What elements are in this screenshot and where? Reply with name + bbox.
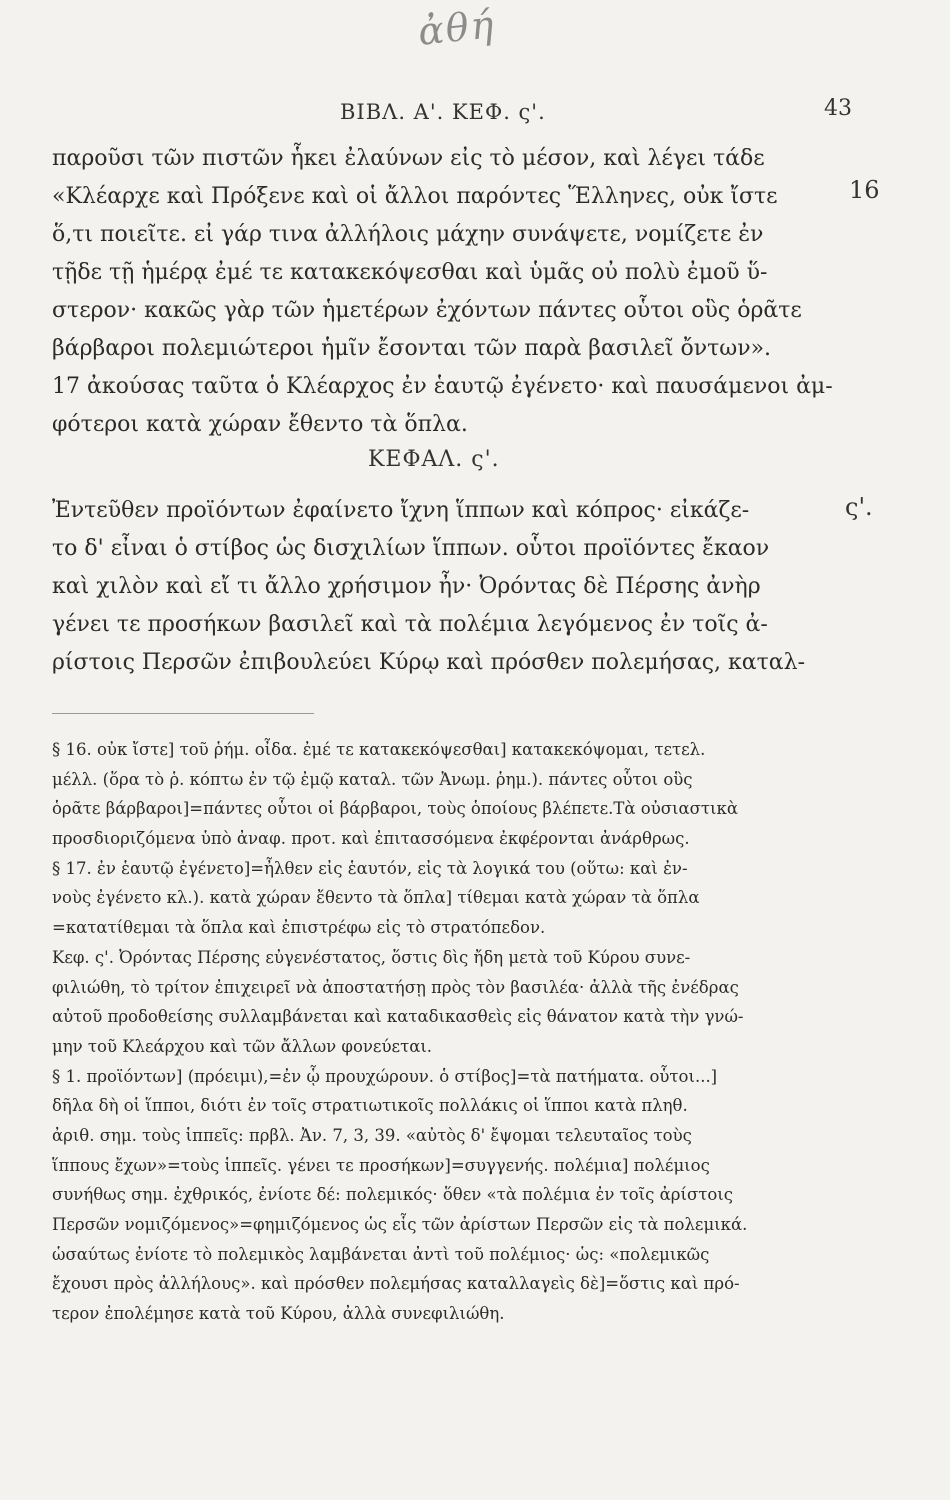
text-line: 17 ἀκούσας ταῦτα ὁ Κλέαρχος ἐν ἑαυτῷ ἐγένετο· καὶ παυσάμενοι ἀμ- xyxy=(52,374,833,399)
chapter-title: ΚΕΦΑΛ. ς'. xyxy=(368,447,500,472)
note-line: αὐτοῦ προδοθείσης συλλαμβάνεται καὶ καταδικασθεὶς εἰς θάνατον κατὰ τὴν γνώ- xyxy=(52,1007,744,1027)
note-line: προσδιοριζόμενα ὑπὸ ἀναφ. προτ. καὶ ἐπιτασσόμενα ἐκφέρονται ἀνάρθρως. xyxy=(52,829,690,849)
bleed-through-mark: ​ xyxy=(216,397,254,545)
note-line: § 17. ἐν ἑαυτῷ ἐγένετο]=ἦλθεν εἰς ἑαυτόν, εἰς τὰ λογικά του (οὕτω: καὶ ἐν- xyxy=(52,858,688,878)
text-line: γένει τε προσήκων βασιλεῖ καὶ τὰ πολέμια λεγόμενος ἐν τοῖς ἀ- xyxy=(52,612,768,637)
note-line: § 16. οὐκ ἴστε] τοῦ ῥήμ. οἶδα. ἐμέ τε κατακεκόψεσθαι] κατακεκόψομαι, τετελ. xyxy=(52,740,706,759)
page-number: 43 xyxy=(824,96,852,121)
note-line: ὡσαύτως ἐνίοτε τὸ πολεμικὸς λαμβάνεται ἀντὶ τοῦ πολέμιος· ὡς: «πολεμικῶς xyxy=(52,1244,710,1264)
note-line: =κατατίθεμαι τὰ ὅπλα καὶ ἐπιστρέφω εἰς τὸ στρατόπεδον. xyxy=(52,918,546,938)
note-line: Περσῶν νομιζόμενος»=φημιζόμενος ὡς εἷς τῶν ἀρίστων Περσῶν εἰς τὰ πολεμικά. xyxy=(52,1215,748,1234)
text-line: «Κλέαρχε καὶ Πρόξενε καὶ οἱ ἄλλοι παρόντες Ἕλληνες, οὐκ ἴστε xyxy=(52,184,778,209)
margin-chapter-mark: ς'. xyxy=(845,493,873,521)
note-line: Κεφ. ς'. Ὀρόντας Πέρσης εὐγενέστατος, ὅστις δὶς ἤδη μετὰ τοῦ Κύρου συνε- xyxy=(52,947,691,967)
note-line: ἵππους ἔχων»=τοὺς ἱππεῖς. γένει τε προσήκων]=συγγενής. πολέμια] πολέμιος xyxy=(52,1155,710,1175)
note-line: § 1. προϊόντων] (πρόειμι),=ἐν ᾧ προυχώρουν. ὁ στίβος]=τὰ πατήματα. οὗτοι...] xyxy=(52,1066,718,1086)
note-line: μην τοῦ Κλεάρχου καὶ τῶν ἄλλων φονεύεται. xyxy=(52,1036,433,1056)
text-line: ρίστοις Περσῶν ἐπιβουλεύει Κύρῳ καὶ πρόσθεν πολεμήσας, καταλ- xyxy=(52,650,806,675)
note-line: φιλιώθη, τὸ τρίτον ἐπιχειρεῖ νὰ ἀποστατήσῃ πρὸς τὸν βασιλέα· ἀλλὰ τῆς ἐνέδρας xyxy=(52,977,739,997)
note-line: τερον ἐπολέμησε κατὰ τοῦ Κύρου, ἀλλὰ συνεφιλιώθη. xyxy=(52,1304,505,1324)
page-header xyxy=(0,96,950,130)
footnotes-block xyxy=(52,735,852,1329)
text-line: φότεροι κατὰ χώραν ἔθεντο τὰ ὅπλα. xyxy=(52,412,468,437)
main-text-block xyxy=(52,140,837,444)
running-head: ΒΙΒΛ. Α'. ΚΕΦ. ς'. xyxy=(340,100,546,124)
text-line: παροῦσι τῶν πιστῶν ἧκει ἐλαύνων εἰς τὸ μέσον, καὶ λέγει τάδε xyxy=(52,146,765,171)
note-line: μέλλ. (ὅρα τὸ ῥ. κόπτω ἐν τῷ ἐμῷ καταλ. τῶν Ἀνωμ. ῥημ.). πάντες οὗτοι οὓς xyxy=(52,769,693,789)
text-line: βάρβαροι πολεμιώτεροι ἡμῖν ἔσονται τῶν παρὰ βασιλεῖ ὄντων». xyxy=(52,336,772,361)
text-line: καὶ χιλὸν καὶ εἴ τι ἄλλο χρήσιμον ἦν· Ὀρόντας δὲ Πέρσης ἀνὴρ xyxy=(52,574,761,599)
footnote-divider xyxy=(52,713,314,714)
note-line: ὁρᾶτε βάρβαροι]=πάντες οὗτοι οἱ βάρβαροι, τοὺς ὁποίους βλέπετε.Τὰ οὐσιαστικὰ xyxy=(52,799,738,819)
note-line: δῆλα δὴ οἱ ἵπποι, διότι ἐν τοῖς στρατιωτικοῖς πολλάκις οἱ ἵπποι κατὰ πληθ. xyxy=(52,1096,688,1116)
chapter-text-block xyxy=(52,492,837,682)
text-line: το δ' εἶναι ὁ στίβος ὡς δισχιλίων ἵππων. οὗτοι προϊόντες ἔκαον xyxy=(52,536,770,561)
note-line: νοὺς ἐγένετο κλ.). κατὰ χώραν ἔθεντο τὰ ὅπλα] τίθεμαι κατὰ χώραν τὰ ὅπλα xyxy=(52,888,700,908)
margin-section-number: 16 xyxy=(849,176,880,204)
text-line: ὅ,τι ποιεῖτε. εἰ γάρ τινα ἀλλήλοις μάχην συνάψετε, νομίζετε ἐν xyxy=(52,222,764,247)
note-line: ἔχουσι πρὸς ἀλλήλους». καὶ πρόσθεν πολεμήσας καταλλαγεὶς δὲ]=ὅστις καὶ πρό- xyxy=(52,1274,740,1294)
handwritten-annotation: ἀθή xyxy=(415,2,498,54)
text-line: τῇδε τῇ ἡμέρᾳ ἐμέ τε κατακεκόψεσθαι καὶ ὑμᾶς οὐ πολὺ ἐμοῦ ὕ- xyxy=(52,260,768,285)
note-line: συνήθως σημ. ἐχθρικός, ἐνίοτε δέ: πολεμικός· ὅθεν «τὰ πολέμια ἐν τοῖς ἀρίστοις xyxy=(52,1185,733,1205)
note-line: ἀριθ. σημ. τοὺς ἱππεῖς: πρβλ. Ἀν. 7, 3, 39. «αὐτὸς δ' ἔψομαι τελευταῖος τοὺς xyxy=(52,1125,692,1145)
text-line: στερον· κακῶς γὰρ τῶν ἡμετέρων ἐχόντων πάντες οὗτοι οὓς ὁρᾶτε xyxy=(52,298,802,323)
text-line: Ἐντεῦθεν προϊόντων ἐφαίνετο ἴχνη ἵππων καὶ κόπρος· εἰκάζε- xyxy=(52,498,750,523)
